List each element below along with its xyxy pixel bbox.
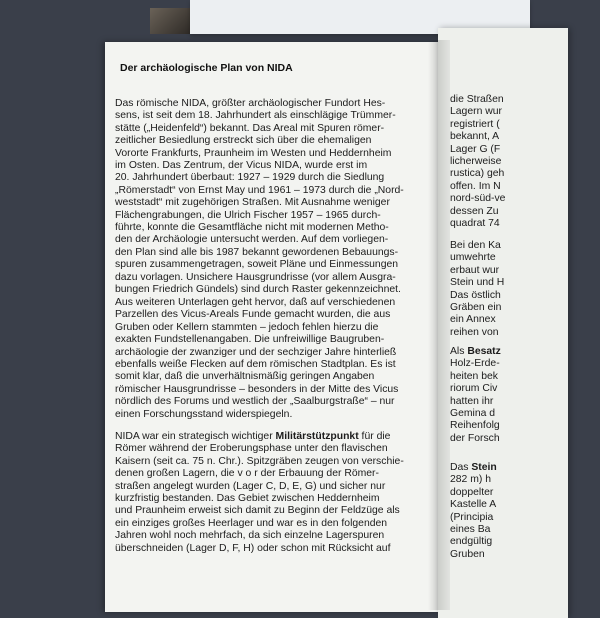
paragraph-2-line: somit klar, daß die unverhältnismäßig geringen Angaben: [115, 371, 375, 383]
paragraph-2-line: exakten Fundstellenangaben. Die unfreiwillige Baugruben-: [115, 334, 385, 346]
paragraph-3-first-line: NIDA war ein strategisch wichtiger Militärstützpunkt für die: [115, 431, 391, 442]
right-block-4-line: doppelter: [450, 486, 494, 498]
right-block-1-line: Lagern wur: [450, 106, 502, 118]
paragraph-1-line: sens, ist seit dem 18. Jahrhundert als einschlägige Trümmer-: [115, 110, 396, 122]
paragraph-2-line: archäologie der zwanziger und der sechziger Jahre hinterließ: [115, 346, 397, 358]
right-block-2: [450, 240, 504, 339]
paragraph-3-line: Jahren wohl noch mehrfach, da sich einzelne Lagerspuren: [115, 530, 385, 542]
right-block-3-line: hatten ihr: [450, 395, 494, 407]
paragraph-3-line: kurzfristig bestanden. Das Gebiet zwischen Heddernheim: [115, 493, 380, 505]
paragraph-3-line: Römer während der Eroberungsphase unter den flavischen: [115, 443, 388, 455]
right-block-3-line: Gemina d: [450, 408, 496, 420]
right-block-4-first-line: Das Stein: [450, 462, 497, 473]
right-block-1-line: offen. Im N: [450, 180, 501, 192]
paragraph-2: [115, 297, 433, 421]
right-block-1-line: registriert (: [450, 118, 500, 130]
militaerstuetzpunkt-term: Militärstützpunkt: [275, 431, 359, 442]
paragraph-2-line: Aus weiteren Unterlagen geht hervor, daß auf verschiedenen: [115, 297, 396, 308]
right-block-1-line: licherweise: [450, 156, 502, 168]
right-block-4: [450, 462, 497, 561]
right-block-1-line: rustica) geh: [450, 168, 505, 180]
right-block-4-line: Kastelle A: [450, 499, 497, 511]
right-block-4-line: (Principia: [450, 511, 494, 523]
document-title: Der archäologische Plan von NIDA: [120, 62, 293, 74]
paragraph-1-line: weststadt“ mit zugehörigen Straßen. Mit Ausnahme weniger: [115, 197, 390, 209]
paragraph-3-line: Kaisern (seit ca. 75 n. Chr.). Spitzgräben zeugen von verschie-: [115, 455, 404, 467]
background-photo: [150, 8, 190, 34]
paragraph-1: [115, 98, 433, 297]
right-block-2-line: Bei den Ka: [450, 240, 501, 251]
paragraph-1-line: dazu vorlagen. Unsichere Hausgrundrisse (vor allem Ausgra-: [115, 271, 396, 283]
right-block-3-line: der Forsch: [450, 432, 500, 444]
right-block-1-line: die Straßen: [450, 94, 504, 105]
right-block-2-line: umwehrte: [450, 252, 496, 264]
right-block-4-line: Gruben: [450, 548, 485, 560]
right-block-2-line: Gräben ein: [450, 302, 502, 314]
paragraph-1-line: zeitlicher Besiedlung erstreckt sich über die ehemaligen: [115, 135, 372, 147]
paragraph-1-line: Vororte Frankfurts, Praunheim im Westen und Heddernheim: [115, 147, 392, 159]
right-block-2-line: ein Annex: [450, 314, 496, 326]
paragraph-1-line: den Plan sind alle bis 1987 bekannt gewordenen Bebauungs-: [115, 246, 399, 258]
right-block-2-line: Stein und H: [450, 277, 505, 289]
paragraph-1-line: „Römerstadt“ von Ernst May und 1961 – 1973 durch die „Nord-: [115, 184, 404, 196]
paragraph-2-line: einen Forschungsstand widerspiegeln.: [115, 408, 293, 420]
right-block-1-line: quadrat 74: [450, 218, 500, 230]
paragraph-3-line: und Praunheim erweist sich damit zu Beginn der Feldzüge als: [115, 505, 400, 517]
right-block-1-line: dessen Zu: [450, 205, 499, 217]
paragraph-3-line: straßen angelegt wurden (Lager C, D, E, G) und sicher nur: [115, 480, 386, 492]
right-block-2-line: reihen von: [450, 326, 499, 338]
right-block-3-line: Holz-Erde-: [450, 358, 500, 370]
right-block-1-line: bekannt, A: [450, 131, 500, 143]
right-block-2-line: Das östlich: [450, 289, 501, 301]
paragraph-3-line: ein einziges großes Heerlager und war es in den folgenden: [115, 517, 388, 529]
right-block-4-line: endgültig: [450, 536, 493, 548]
paragraph-3: [115, 431, 433, 555]
right-block-3-line: heiten bek: [450, 370, 498, 382]
paragraph-1-line: führte, konnte die Gesamtfläche nicht mit modernen Metho-: [115, 222, 389, 234]
paragraph-3-line: überschneiden (Lager D, F, H) oder schon mit Rücksicht auf: [115, 542, 391, 554]
paragraph-1-line: stätte („Heidenfeld“) bekannt. Das Areal mit Spuren römer-: [115, 122, 385, 134]
paragraph-1-line: den der Archäologie untersucht werden. Auf dem vorliegen-: [115, 234, 389, 246]
right-block-4-line: 282 m) h: [450, 474, 492, 486]
paragraph-3-line: denen großen Lagern, die v o r der Erbauung der Römer-: [115, 468, 379, 480]
paragraph-1-line: spuren zusammengetragen, soweit Pläne und Einmessungen: [115, 259, 399, 271]
right-block-1-line: nord-süd-ve: [450, 193, 506, 205]
paragraph-1-line: bungen Friedrich Gündels) sind durch Raster gekennzeichnet.: [115, 284, 401, 296]
paragraph-1-line: 20. Jahrhundert überbaut: 1927 – 1929 durch die Siedlung: [115, 172, 385, 184]
paragraph-2-line: Gruben oder Kellern stammten – jedoch fehlen hierzu die: [115, 321, 379, 333]
paragraph-2-line: römischer Hausgrundrisse – besonders in der Mitte des Vicus: [115, 383, 399, 395]
right-block-3: [450, 346, 501, 445]
right-page: [438, 28, 568, 618]
right-block-3-first-line: Als Besatz: [450, 346, 501, 357]
right-block-3-line: Reihenfolg: [450, 420, 500, 432]
right-block-3-line: riorum Civ: [450, 383, 498, 395]
paragraph-1-line: Flächengrabungen, die Ulrich Fischer 1957 – 1965 durch-: [115, 209, 381, 221]
paragraph-2-line: ebenfalls weiße Flecken auf dem römischen Stadtplan. Es ist: [115, 359, 396, 371]
right-block-4-line: eines Ba: [450, 524, 491, 536]
paragraph-2-line: Parzellen des Vicus-Areals Funde gemacht wurden, die aus: [115, 309, 391, 321]
right-block-2-line: erbaut wur: [450, 264, 500, 276]
right-block-1-line: Lager G (F: [450, 143, 501, 155]
paragraph-1-line: im Osten. Das Zentrum, der Vicus NIDA, wurde erst im: [115, 160, 368, 172]
right-block-1: [450, 94, 505, 230]
paragraph-1-line: Das römische NIDA, größter archäologischer Fundort Hes-: [115, 98, 386, 109]
paragraph-2-line: nördlich des Forums und westlich der „Saalburgstraße“ – nur: [115, 396, 395, 408]
